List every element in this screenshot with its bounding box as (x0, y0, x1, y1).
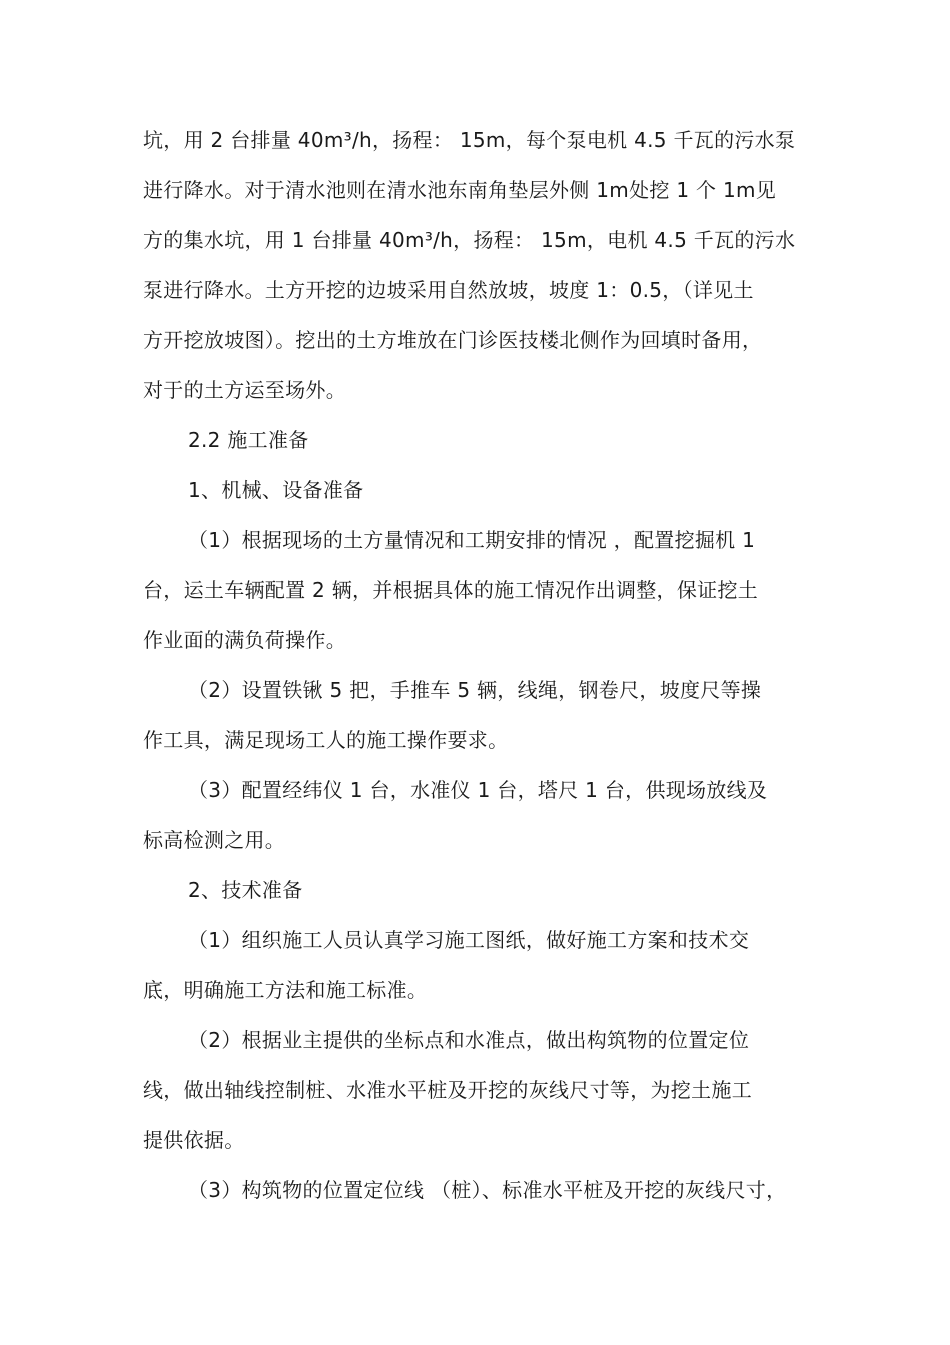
text-line-10: 台，运土车辆配置 2 辆，并根据具体的施工情况作出调整，保证挖土 (143, 578, 759, 602)
text-line-13: 作工具，满足现场工人的施工操作要求。 (143, 728, 509, 752)
section-heading: 2.2 施工准备 (188, 428, 309, 452)
text-line-18: 底，明确施工方法和施工标准。 (143, 978, 428, 1002)
text-line-6: 对于的土方运至场外。 (143, 378, 346, 402)
text-line-14: （3）配置经纬仪 1 台，水准仪 1 台，塔尺 1 台，供现场放线及 (188, 778, 768, 802)
text-line-11: 作业面的满负荷操作。 (143, 628, 346, 652)
subsection-heading-equipment: 1、机械、设备准备 (188, 478, 364, 502)
text-line-2: 进行降水。对于清水池则在清水池东南角垫层外侧 1m处挖 1 个 1m见 (143, 178, 777, 202)
text-line-3: 方的集水坑，用 1 台排量 40m³/h，扬程： 15m，电机 4.5 千瓦的污水 (143, 228, 796, 252)
text-line-12: （2）设置铁锹 5 把，手推车 5 辆，线绳，钢卷尺，坡度尺等操 (188, 678, 762, 702)
text-line-1: 坑，用 2 台排量 40m³/h，扬程： 15m，每个泵电机 4.5 千瓦的污水泵 (143, 128, 796, 152)
text-line-5: 方开挖放坡图）。挖出的土方堆放在门诊医技楼北侧作为回填时备用， (143, 328, 763, 352)
text-line-21: 提供依据。 (143, 1128, 245, 1152)
text-line-22: （3）构筑物的位置定位线 （桩）、标准水平桩及开挖的灰线尺寸， (188, 1178, 787, 1202)
text-line-4: 泵进行降水。土方开挖的边坡采用自然放坡，坡度 1：0.5，（详见土 (143, 278, 754, 302)
subsection-heading-technical: 2、技术准备 (188, 878, 303, 902)
text-line-15: 标高检测之用。 (143, 828, 286, 852)
text-line-20: 线，做出轴线控制桩、水准水平桩及开挖的灰线尺寸等，为挖土施工 (143, 1078, 752, 1102)
text-line-19: （2）根据业主提供的坐标点和水准点，做出构筑物的位置定位 (188, 1028, 750, 1052)
text-line-9: （1）根据现场的土方量情况和工期安排的情况 ，配置挖掘机 1 (188, 528, 756, 552)
text-line-17: （1）组织施工人员认真学习施工图纸，做好施工方案和技术交 (188, 928, 750, 952)
